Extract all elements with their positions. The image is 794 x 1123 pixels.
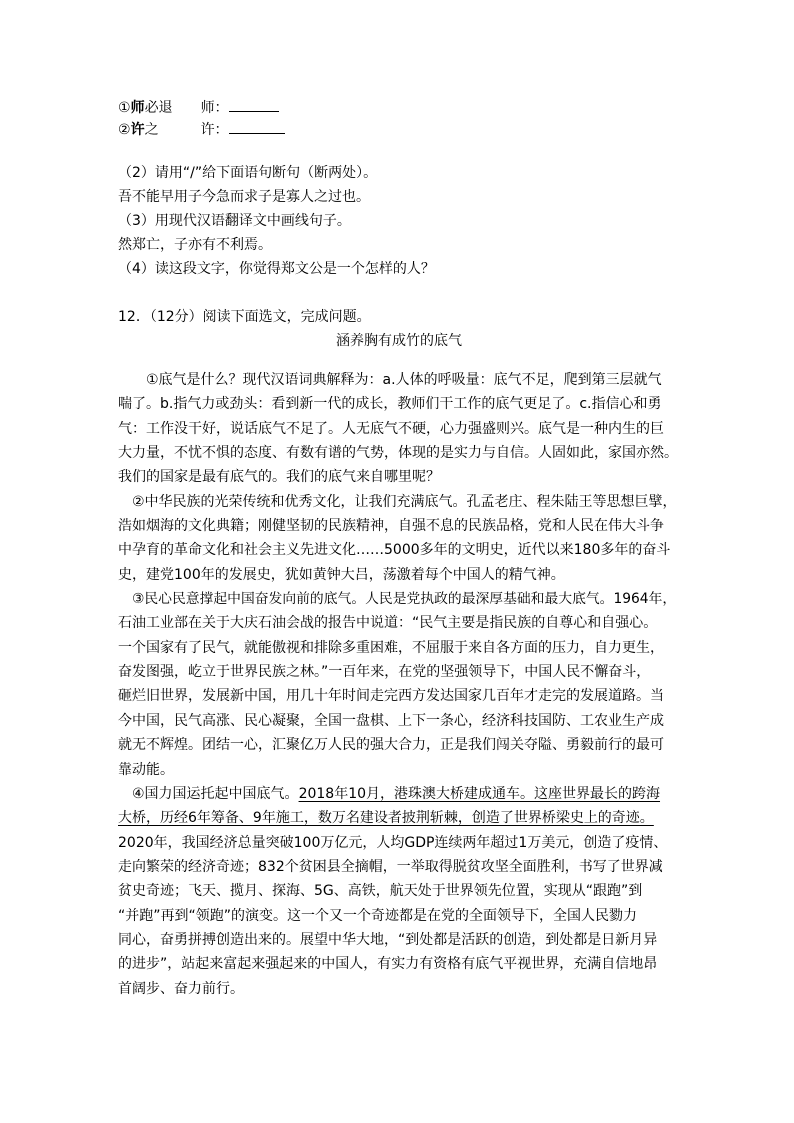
- q12-section: [118, 305, 680, 329]
- p4-line: 同心，奋勇拼搏创造出来的。展望中华大地，“到处都是活跃的创造，到处都是日新月异: [118, 931, 658, 948]
- p1-line: ①底气是什么？现代汉语词典解释为：a.人体的呼吸量：底气不足，爬到第三层就气: [146, 372, 662, 388]
- p1-line: 气：工作没干好，说话底气不足了。人无底气不硬，心力强盛则兴。底气是一种内生的巨: [118, 420, 664, 437]
- vocab-rest: 之: [144, 122, 159, 138]
- p3-line: 奋发图强，屹立于世界民族之林。”一百年来，在党的坚强领导下，中国人民不懈奋斗，: [118, 664, 651, 681]
- p4-line: 贫史奇迹；飞天、揽月、探海、5G、高铁，航天处于世界领先位置，实现从“跟跑”到: [118, 883, 643, 900]
- vocab-word: 许：: [200, 122, 229, 138]
- p4-line: “并跑”再到“领跑”的演变。这一个又一个奇迹都是在党的全面领导下，全国人民勠力: [118, 907, 638, 924]
- p3-line: 就无不辉煌。团结一心，汇聚亿万人民的强大合力，正是我们闯关夺隘、勇毅前行的最可: [118, 737, 664, 754]
- p2-line: 史，建党100年的发展史，犹如黄钟大吕，荡激着每个中国人的精气神。: [118, 566, 565, 583]
- vocab-num: ②: [118, 122, 131, 138]
- answer-blank[interactable]: [229, 119, 285, 134]
- p3-line: 砸烂旧世界，发展新中国，用几十年时间走完西方发达国家几百年才走完的发展道路。当: [118, 688, 664, 705]
- q12-heading: 12．（12分）阅读下面选文，完成问题。: [118, 309, 371, 325]
- questions-section: [118, 161, 680, 281]
- p4-line: 首阔步、奋力前行。: [118, 980, 244, 997]
- vocab-line-1: [118, 97, 680, 119]
- vocab-bold-char: 师: [130, 100, 145, 116]
- p4-line: [118, 806, 680, 830]
- p1-line: 大力量，不忧不惧的态度、有数有谱的气势，体现的是实力与自信。人固如此，家国亦然。: [118, 445, 678, 462]
- vocab-num: ①: [118, 100, 131, 116]
- p4-line: 的进步”，站起来富起来强起来的中国人，有实力有资格有底气平视世界，充满自信地昂: [118, 956, 658, 973]
- p3-line: ③民心民意撑起中国奋发向前的底气。人民是党执政的最深厚基础和最大底气。1964年，: [132, 591, 677, 608]
- q3-text: 然郑亡，子亦有不利焉。: [118, 237, 272, 253]
- p2-line: ②中华民族的光荣传统和优秀文化，让我们充满底气。孔孟老庄、程朱陆王等思想巨擘，: [132, 493, 677, 510]
- p3-line: 一个国家有了民气，就能傲视和排除多重困难，不屈服于来自各方面的压力，自力更生，: [118, 639, 664, 656]
- p4-line: 走向繁荣的经济奇迹；832个贫困县全摘帽，一举取得脱贫攻坚全面胜利，书写了世界减: [118, 858, 663, 875]
- q4-instruction: （4）读这段文字，你觉得郑文公是一个怎样的人？: [118, 261, 435, 277]
- article-title: 涵养胸有成竹的底气: [336, 333, 462, 349]
- p4-plain: ④国力国运托起中国底气。: [132, 785, 299, 802]
- q2-text: 吾不能早用子今急而求子是寡人之过也。: [118, 189, 370, 205]
- p2-line: 浩如烟海的文化典籍；刚健坚韧的民族精神，自强不息的民族品格，党和人民在伟大斗争: [118, 518, 664, 535]
- p4-line: [118, 782, 680, 806]
- answer-blank[interactable]: [229, 97, 279, 112]
- p3-line: 今中国，民气高涨、民心凝聚，全国一盘棋、上下一条心，经济科技国防、工农业生产成: [118, 712, 664, 729]
- p3-line: 石油工业部在关于大庆石油会战的报告中说道：“民气主要是指民族的自尊心和自强心。: [118, 615, 658, 632]
- p4-line: 2020年，我国经济总量突破100万亿元，人均GDP连续两年超过1万美元，创造了疫情、: [118, 834, 668, 851]
- vocab-line-2: [118, 119, 680, 141]
- vocab-rest: 必退: [144, 100, 173, 116]
- p2-line: 中孕育的革命文化和社会主义先进文化……5000多年的文明史，近代以来180多年的奋斗: [118, 542, 671, 559]
- vocab-bold-char: 许: [130, 122, 145, 138]
- q2-instruction: （2）请用“/”给下面语句断句（断两处）。: [118, 165, 378, 181]
- q3-instruction: （3）用现代汉语翻译文中画线句子。: [118, 213, 351, 229]
- underlined-sentence: 2018年10月，港珠澳大桥建成通车。这座世界最长的跨海: [298, 785, 661, 802]
- vocab-word: 师：: [200, 100, 229, 116]
- p1-line: 喘了。b.指气力或劲头：看到新一代的成长，教师们干工作的底气更足了。c.指信心和勇: [118, 396, 662, 413]
- p1-line: 我们的国家是最有底气的。我们的底气来自哪里呢？: [118, 469, 440, 486]
- underlined-sentence: 大桥，历经6年筹备、9年施工，数万名建设者披荆斩棘，创造了世界桥梁史上的奇迹。: [118, 810, 654, 827]
- vocab-section: [118, 97, 680, 141]
- p3-line: 靠动能。: [118, 761, 174, 778]
- article-body: [118, 368, 680, 1001]
